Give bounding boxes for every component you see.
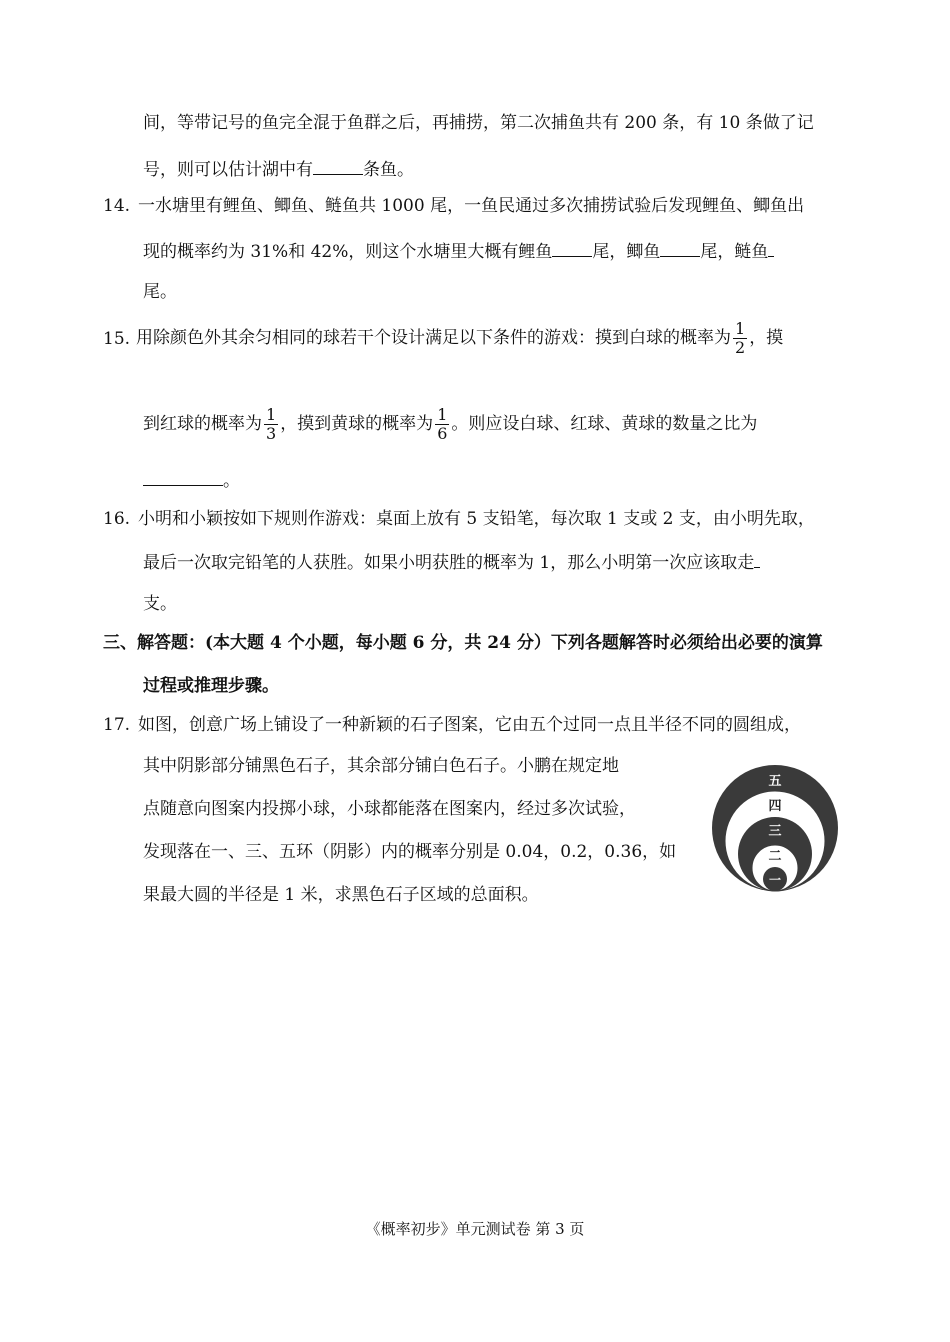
- q13-line-2: [143, 157, 414, 181]
- fraction-white-denominator: 2: [735, 338, 746, 357]
- q14-line-2: [143, 239, 774, 263]
- ring-label-one: 一: [768, 873, 782, 887]
- q16-line-3: 支。: [143, 594, 177, 614]
- q14-blank-silver[interactable]: [768, 239, 774, 257]
- q13-text-a: 号，则可以估计湖中有: [143, 160, 313, 180]
- q16-number: 16.: [103, 509, 131, 529]
- q15-text-end: ，摸: [749, 328, 784, 348]
- q14-text-b: 尾，鲫鱼: [592, 242, 661, 262]
- q15-text-a: 用除颜色外其余匀相同的球若干个设计满足以下条件的游戏：摸到白球的概率为: [136, 328, 731, 348]
- q15-text-c: ，摸到黄球的概率为: [280, 414, 434, 434]
- ring-label-five: 五: [768, 774, 782, 789]
- q15-line-1: [136, 318, 783, 358]
- q13-text-b: 条鱼。: [363, 160, 414, 180]
- section-3-heading-cont: 过程或推理步骤。: [143, 676, 279, 696]
- q16-answer-blank[interactable]: [754, 550, 760, 568]
- q17-number: 17.: [103, 715, 131, 735]
- q14-blank-crucian[interactable]: [660, 239, 700, 257]
- q15-answer-blank[interactable]: [143, 468, 223, 486]
- ring-pattern-figure: [711, 764, 839, 892]
- fraction-white: [733, 320, 747, 357]
- q17-line-5: 果最大圆的半径是 1 米，求黑色石子区域的总面积。: [143, 885, 539, 905]
- fraction-white-numerator: 1: [735, 319, 746, 338]
- fraction-red: [264, 406, 278, 443]
- q13-answer-blank[interactable]: [313, 157, 363, 175]
- page-footer: 《概率初步》单元测试卷 第 3 页: [365, 1220, 585, 1238]
- q14-blank-carp[interactable]: [552, 239, 592, 257]
- fraction-yellow: [435, 406, 449, 443]
- q16-text-a: 最后一次取完铅笔的人获胜。如果小明获胜的概率为 1，那么小明第一次应该取走: [143, 553, 755, 573]
- fraction-red-numerator: 1: [266, 405, 277, 424]
- fraction-yellow-denominator: 6: [437, 424, 448, 443]
- ring-label-three: 三: [768, 824, 782, 839]
- section-3-heading: 三、解答题：(本大题 4 个小题，每小题 6 分，共 24 分）下列各题解答时必须给出必要的演算: [103, 633, 823, 653]
- q16-line-1: 小明和小颖按如下规则作游戏：桌面上放有 5 支铅笔，每次取 1 支或 2 支，由小明先取，: [138, 509, 815, 529]
- q15-line-3: [143, 468, 240, 492]
- q14-number: 14.: [103, 196, 131, 216]
- fraction-yellow-numerator: 1: [437, 405, 448, 424]
- q15-number: 15.: [103, 329, 131, 349]
- ring-label-two: 二: [768, 849, 782, 864]
- q15-line-2: [143, 404, 757, 444]
- q14-text-c: 尾，鲢鱼: [700, 242, 769, 262]
- q15-text-e: 。: [223, 471, 240, 491]
- q15-text-b: 到红球的概率为: [143, 414, 262, 434]
- q14-line-1: 一水塘里有鲤鱼、鲫鱼、鲢鱼共 1000 尾，一鱼民通过多次捕捞试验后发现鲤鱼、鲫鱼出: [138, 196, 805, 216]
- q17-line-3: 点随意向图案内投掷小球，小球都能落在图案内，经过多次试验，: [143, 799, 636, 819]
- q14-line-3: 尾。: [143, 282, 177, 302]
- ring-label-four: 四: [768, 799, 782, 814]
- q17-line-4: 发现落在一、三、五环（阴影）内的概率分别是 0.04，0.2，0.36，如: [143, 842, 677, 862]
- q15-text-d: 。则应设白球、红球、黄球的数量之比为: [451, 414, 758, 434]
- q17-line-1: 如图，创意广场上铺设了一种新颖的石子图案，它由五个过同一点且半径不同的圆组成，: [138, 715, 801, 735]
- q16-line-2: [143, 550, 760, 574]
- q13-line-1: 间，等带记号的鱼完全混于鱼群之后，再捕捞，第二次捕鱼共有 200 条，有 10 条做了记: [143, 113, 814, 133]
- q14-text-a: 现的概率约为 31%和 42%，则这个水塘里大概有鲤鱼: [143, 242, 553, 262]
- q17-line-2: 其中阴影部分铺黑色石子，其余部分铺白色石子。小鹏在规定地: [143, 756, 619, 776]
- fraction-red-denominator: 3: [266, 424, 277, 443]
